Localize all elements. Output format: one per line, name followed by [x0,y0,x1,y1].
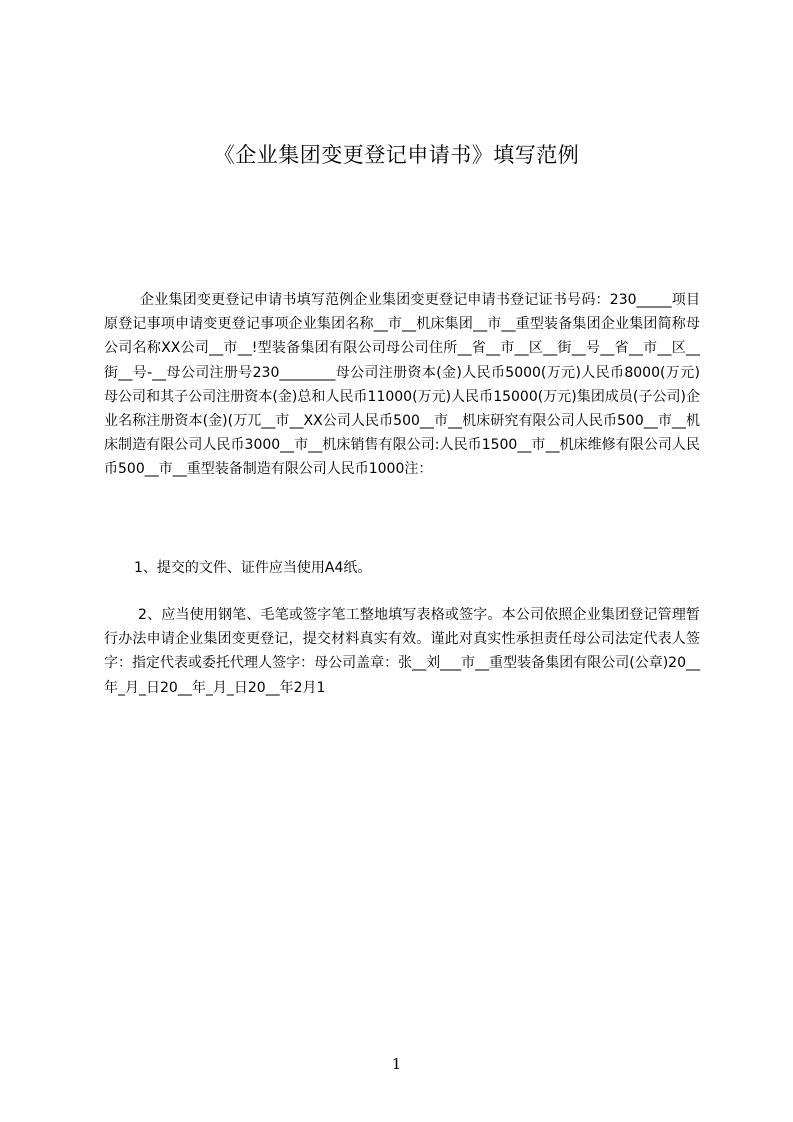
document-title: 《企业集团变更登记申请书》填写范例 [213,143,580,167]
paragraph-main: 企业集团变更登记申请书填写范例企业集团变更登记申请书登记证书号码：230_____项目原登记事项申请变更登记事项企业集团名称__市__机床集团__市__重型装备集团企业集团简称母公司名称XX公司__市__!型装备集团有限公司母公司住所__省__市__区__街__号__省__市__区__街__号-__母公司注册号230________母公司注册资本(金)人民币5000(万元)人民币8000(万元)母公司和其子公司注册资本(金)总和人民币11000(万元)人民币15000(万元)集团成员(子公司)企业名称注册资本(金)(万兀__市__XX公司人民币500__市__机床研究有限公司人民币500__市__机床制造有限公司人民币3000__市__机床销售有限公司:人民币1500__市__机床维修有限公司人民币500__市__重型装备制造有限公司人民币1000注： [104,292,700,478]
page-number: 1 [391,1055,402,1073]
paragraph-note-1: 1、提交的文件、证件应当使用A4纸。 [134,560,372,576]
paragraph-note-2: 2、应当使用钢笔、毛笔或签字笔工整地填写表格或签字。本公司依照企业集团登记管理暂行办法申请企业集团变更登记，提交材料真实有效。谨此对真实性承担责任母公司法定代表人签字：指定代表或委托代理人签字：母公司盖章：张__刘___市__重型装备集团有限公司(公章)20__年_月_日20__年_月_日20__年2月1 [104,607,700,696]
